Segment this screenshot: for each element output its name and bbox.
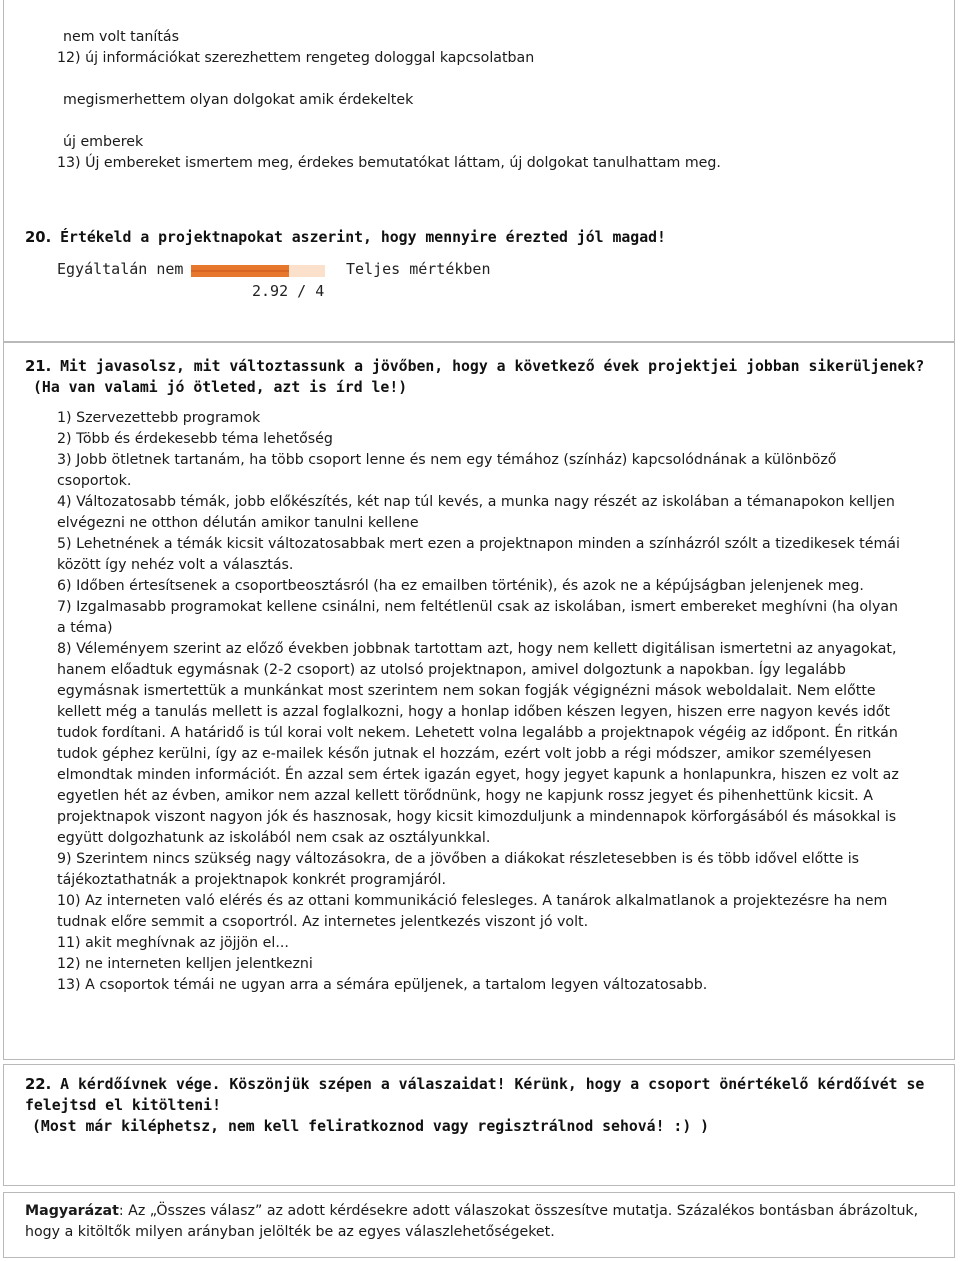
explanation-label: Magyarázat	[25, 1203, 119, 1219]
answer-line: megismerhettem olyan dolgokat amik érdekeltek	[63, 92, 414, 108]
list-item: 1) Szervezettebb programok	[57, 410, 261, 426]
list-item: 12) ne interneten kelljen jelentkezni	[57, 956, 313, 972]
list-item: 13) A csoportok témái ne ugyan arra a sémára epüljenek, a tartalom legyen változatosabb.	[57, 977, 708, 993]
question-21-subtitle: (Ha van valami jó ötleted, azt is írd le!)	[33, 379, 408, 396]
answer-line: 12) új információkat szerezhettem rengeteg dologgal kapcsolatban	[57, 50, 535, 66]
list-item: 6) Időben értesítsenek a csoportbeosztásról (ha ez emailben történik), és azok ne a képújságban jelenjenek meg.	[57, 578, 864, 594]
list-item: 8) Véleményem szerint az előző években jobbnak tartottam azt, hogy nem kellett digitálisan ismertetni az anyagokat, hanem előadtuk egymásnak (2-2 csoport) az utolsó projektnapon, amivel dolgoztunk a napokban. Így legalább egymásnak ismertettük a munkánkat most szerintem nem sokan fogják végignézni mások weboldalait. Nem előtte kellett még a tanulás mellett is azzal foglalkozni, hogy a honlap időben készen legyen, hiszen erre nagyon kevés időt tudok fordítani. A határidő is túl korai volt nekem. Lehetett volna legalább a projektnapok végéig az időpont. Én ritkán tudok géphez kerülni, így az e-mailek későn jutnak el hozzám, ezért volt jobb a régi módszer, amikor személyesen elmondtak minden információt. Én azzal sem értek igazán egyet, hogy jegyet kapunk a honlapunkra, hiszen ez volt az egyetlen hét az évben, amikor nem azzal kellett törődnünk, hogy ne kapjunk rossz jegyet és pihenhettünk kicsit. A projektnapok viszont nagyon jók és hasznosak, hogy kicsit kimozduljunk a mindennapok körforgásából és másokkal is együtt dolgozhatunk az iskolából nem csak az osztályunkkal.	[57, 641, 899, 846]
question-22-title	[25, 1074, 925, 1116]
rating-low-label: Egyáltalán nem	[57, 260, 184, 278]
list-item: 7) Izgalmasabb programokat kellene csinálni, nem feltétlenül csak az iskolában, ismert embereket meghívni (ha olyan a téma)	[57, 599, 899, 636]
list-item: 3) Jobb ötletnek tartanám, ha több csoport lenne és nem egy témához (színház) kapcsolódnának a különböző csoportok.	[57, 452, 837, 489]
question-text: Értékeld a projektnapokat aszerint, hogy mennyire érezted jól magad!	[60, 229, 666, 246]
explanation-text	[25, 1201, 925, 1243]
question-number: 21.	[25, 358, 52, 375]
list-item: 10) Az interneten való elérés és az ottani kommunikáció felesleges. A tanárok alkalmatlanok a projektezésre ha nem tudnak előre semmit a csoportról. Az internetes jelentkezés viszont jó volt.	[57, 893, 888, 930]
question-22	[25, 1074, 925, 1137]
rating-bar-line	[191, 270, 289, 272]
rating-score: 2.92 / 4	[252, 282, 325, 300]
rating-bar	[191, 265, 325, 277]
answer-line: új emberek	[63, 134, 144, 150]
question-text: A kérdőívnek vége. Köszönjük szépen a válaszaidat! Kérünk, hogy a csoport önértékelő kérdőívét se felejtsd el kitölteni!	[25, 1076, 925, 1114]
explanation-body: : Az „Összes válasz” az adott kérdésekre adott válaszokat összesítve mutatja. Százalékos bontásban ábrázoltuk, hogy a kitöltők milyen arányban jelölték be az egyes válaszlehetőségeket.	[25, 1203, 919, 1240]
list-item: 4) Változatosabb témák, jobb előkészítés, két nap túl kevés, a munka nagy részét az iskolában a témanapokon kelljen elvégezni ne otthon délután amikor tanulni kellene	[57, 494, 895, 531]
question-text: Mit javasolsz, mit változtassunk a jövőben, hogy a következő évek projektjei jobban sikerüljenek?	[60, 358, 925, 375]
question-22-subtext: (Most már kiléphetsz, nem kell feliratkoznod vagy regisztrálnod sehová! :) )	[32, 1118, 710, 1135]
answer-line: 13) Új embereket ismertem meg, érdekes bemutatókat láttam, új dolgokat tanulhattam meg.	[57, 155, 721, 171]
list-item: 5) Lehetnének a témák kicsit változatosabbak mert ezen a projektnapon minden a színházról szólt a tizedikesek témái között így nehéz volt a választás.	[57, 536, 900, 573]
list-item: 2) Több és érdekesebb téma lehetőség	[57, 431, 333, 447]
question-21-title	[25, 356, 924, 377]
question-number: 22.	[25, 1076, 52, 1093]
question-number: 20.	[25, 229, 52, 246]
question-20-title	[25, 227, 666, 248]
answer-list	[57, 408, 907, 996]
answer-line: nem volt tanítás	[63, 29, 179, 45]
rating-high-label: Teljes mértékben	[346, 260, 491, 278]
list-item: 9) Szerintem nincs szükség nagy változásokra, de a jövőben a diákokat részletesebben is és több idővel előtte is tájékoztathatnák a projektnapok konkrét programjáról.	[57, 851, 860, 888]
list-item: 11) akit meghívnak az jöjjön el...	[57, 935, 289, 951]
